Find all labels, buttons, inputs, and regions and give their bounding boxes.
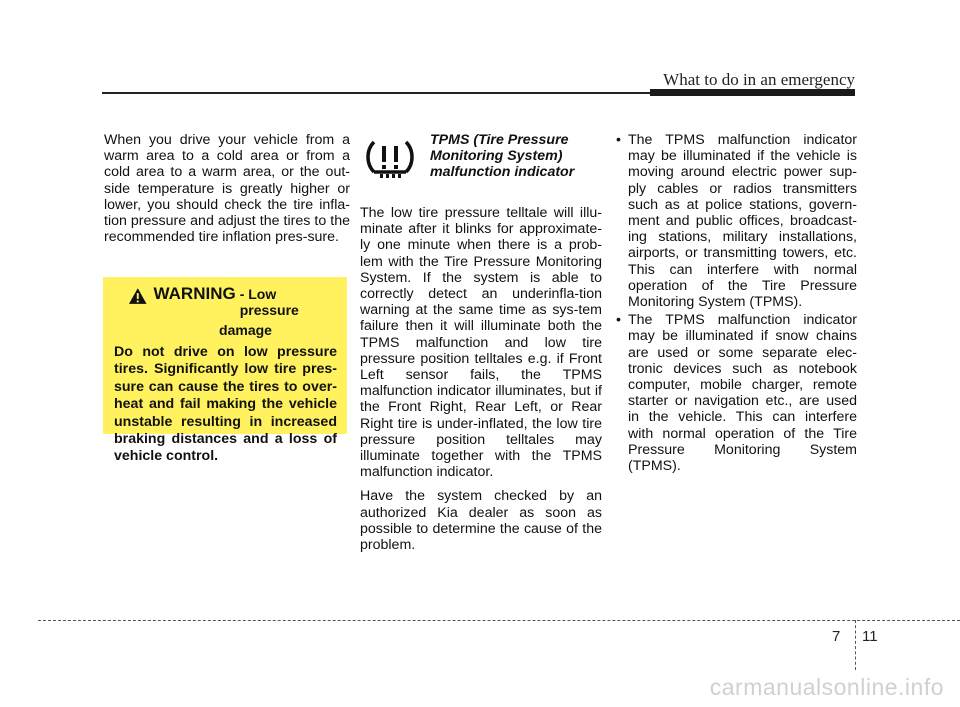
bullet-dot: • bbox=[616, 312, 621, 329]
bullet-dot: • bbox=[616, 132, 621, 148]
page-number: 11 bbox=[862, 628, 878, 645]
header-bar bbox=[650, 89, 855, 96]
bullet-item bbox=[614, 312, 857, 474]
section-title: What to do in an emergency bbox=[663, 70, 855, 89]
tpms-malfunction-icon bbox=[362, 136, 418, 180]
intro-paragraph: When you drive your vehicle from a warm area to a cold area or from a cold area to a warm area, or the out-side temperature is greatly higher or lower, you should check the tire infla-tion pressure and adjust the tires to the recommended tire inflation pres-sure. bbox=[104, 132, 350, 246]
chapter-number: 7 bbox=[832, 628, 841, 645]
warning-triangle-icon bbox=[128, 287, 148, 305]
column-3 bbox=[614, 132, 857, 476]
footer-rule bbox=[38, 620, 960, 621]
column-1 bbox=[104, 132, 350, 253]
warning-title: WARNING bbox=[153, 284, 236, 303]
tpms-paragraph-2: Have the system checked by an authorized Kia dealer as soon as possible to determine the cause of the problem. bbox=[360, 488, 602, 554]
warning-subtitle: - Low pressure bbox=[239, 286, 299, 318]
watermark: carmanualsonline.info bbox=[709, 674, 944, 700]
column-2 bbox=[360, 205, 602, 561]
bullet-text: The TPMS malfunction indicator may be illuminated if snow chains are used or some separate elec-tronic devices such as notebook computer, mobile charger, remote starter or navigation etc., are used in the vehicle. This can interfere with normal operation of the Tire Pressure Monitoring System (TPMS). bbox=[628, 312, 857, 475]
warning-heading bbox=[114, 285, 337, 318]
warning-subtitle-2: damage bbox=[219, 322, 272, 338]
tpms-paragraph-1: The low tire pressure telltale will illu-minate after it blinks for approximate-ly one minute when there is a prob-lem with the Tire Pressure Monitoring System. If the system is able to correctly detect an underinfla-tion warning at the same time as sys-tem failure then it will illuminate both the TPMS malfunction and low tire pressure position telltales e.g. if Front Left sensor fails, the TPMS malfunction indicator illuminates, but if the Front Right, Rear Left, or Rear Right tire is under-inflated, the low tire pressure position telltales may illuminate together with the TPMS malfunction indicator. bbox=[360, 205, 602, 481]
warning-body: Do not drive on low pressure tires. Significantly low tire pres-sure can cause the tires to over-heat and fail making the vehicle unstable resulting in increased braking distances and a loss of vehicle control. bbox=[114, 344, 337, 465]
bullet-item bbox=[614, 132, 857, 310]
tpms-heading: TPMS (Tire Pressure Monitoring System) malfunction indicator bbox=[430, 132, 575, 181]
bullet-text: The TPMS malfunction indicator may be illuminated if the vehicle is moving around electric power sup-ply cables or radios transmitters such as at police stations, govern-ment and public offices, broadcast-ing stations, military installations, airports, or transmitting towers, etc. This can interfere with normal operation of the Tire Pressure Monitoring System (TPMS). bbox=[628, 132, 857, 311]
footer-divider bbox=[855, 620, 856, 670]
warning-box bbox=[103, 277, 347, 465]
